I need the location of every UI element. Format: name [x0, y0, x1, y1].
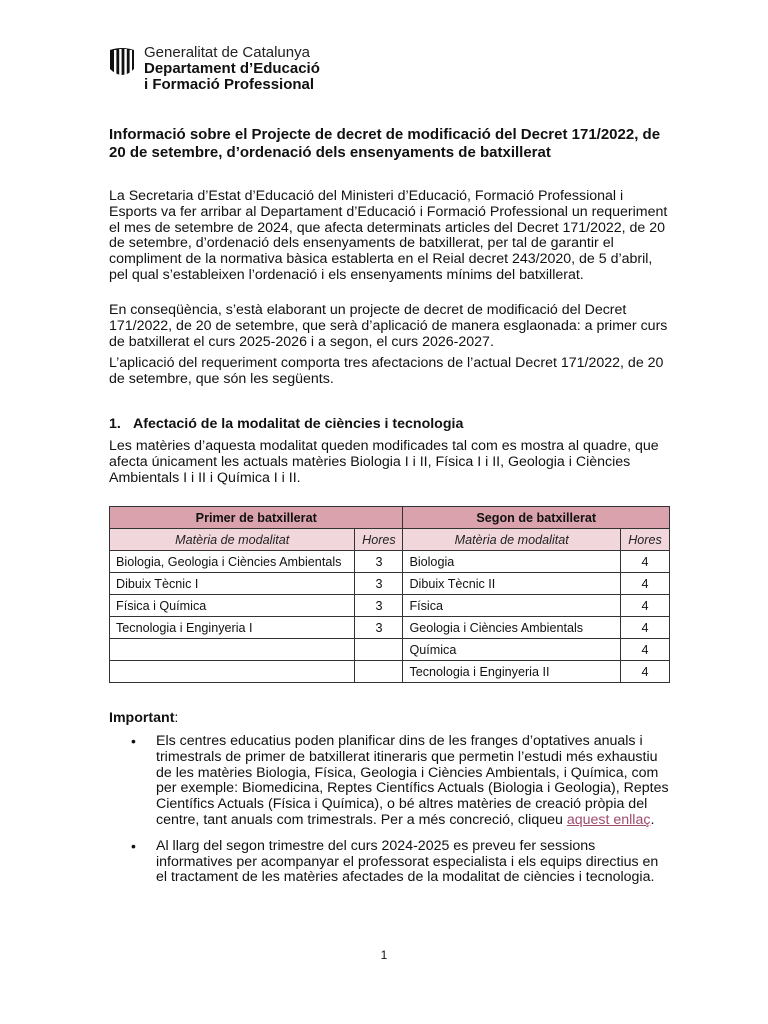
cell-subject-first: Biologia, Geologia i Ciències Ambientals: [110, 551, 355, 573]
header: [109, 45, 320, 93]
header-second-year: Segon de batxillerat: [403, 507, 670, 529]
cell-hours-first: [355, 661, 403, 683]
table-row: [110, 617, 670, 639]
cell-hours-first: [355, 639, 403, 661]
cell-hours-first: 3: [355, 595, 403, 617]
important-colon: :: [174, 710, 179, 726]
list-item-text: Al llarg del segon trimestre del curs 2024-2025 es preveu fer sessions informatives per acompanyar el professorat especialista i els equips directius en el tractament de les matèries afectades de la modalitat de ciències i tecnologia.: [156, 837, 659, 886]
page-number: 1: [380, 948, 388, 962]
cell-subject-first: Tecnologia i Enginyeria I: [110, 617, 355, 639]
table-row: [110, 551, 670, 573]
col-hours-second: Hores: [620, 529, 669, 551]
cell-hours-first: 3: [355, 573, 403, 595]
org-line-generalitat: Generalitat de Catalunya: [144, 44, 310, 61]
section-title: Afectació de la modalitat de ciències i tecnologia: [133, 416, 464, 432]
list-item: [109, 839, 669, 886]
organization-name: [144, 45, 320, 93]
cell-hours-second: 4: [620, 617, 669, 639]
paragraph-afectations: L’aplicació del requeriment comporta tres afectacions de l’actual Decret 171/2022, de 20 de setembre, que són les següents.: [109, 355, 664, 387]
table-group-header: [110, 507, 670, 529]
cell-subject-second: Dibuix Tècnic II: [403, 573, 621, 595]
section-heading: [109, 416, 463, 432]
table-row: [110, 573, 670, 595]
table-row: [110, 595, 670, 617]
cell-subject-first: Física i Química: [110, 595, 355, 617]
table-row: [110, 661, 670, 683]
document-title: Informació sobre el Projecte de decret de modificació del Decret 171/2022, de 20 de setembre, d’ordenació dels ensenyaments de batxillerat: [109, 126, 661, 161]
cell-hours-first: 3: [355, 551, 403, 573]
cell-hours-second: 4: [620, 551, 669, 573]
cell-hours-second: 4: [620, 573, 669, 595]
section-number: 1.: [109, 416, 121, 432]
cell-subject-second: Química: [403, 639, 621, 661]
cell-subject-first: [110, 639, 355, 661]
subjects-table: [109, 506, 670, 683]
list-item-end: .: [650, 811, 655, 828]
col-subject-second: Matèria de modalitat: [403, 529, 621, 551]
cell-hours-first: 3: [355, 617, 403, 639]
paragraph-context: La Secretaria d’Estat d’Educació del Ministeri d’Educació, Formació Professional i Esports va fer arribar al Departament d’Educació i Formació Professional un requeriment el mes de setembre de 2024, que afecta determinats articles del Decret 171/2022, de 20 de setembre, d’ordenació dels ensenyaments de batxillerat, per tal de garantir el compliment de la normativa bàsica establerta en el Reial decret 243/2020, de 5 d’abril, pel qual s’estableixen l’ordenació i els ensenyaments mínims del batxillerat.: [109, 188, 668, 283]
cell-subject-second: Tecnologia i Enginyeria II: [403, 661, 621, 683]
important-list: [109, 734, 669, 896]
table-row: [110, 639, 670, 661]
bullet-icon: •: [131, 733, 136, 749]
section-intro: Les matèries d’aquesta modalitat queden modificades tal com es mostra al quadre, que afecta únicament les actuals matèries Biologia I i II, Física I i II, Geologia i Ciències Ambientals I i II i Química I i II.: [109, 438, 659, 486]
table-column-header: [110, 529, 670, 551]
cell-subject-first: Dibuix Tècnic I: [110, 573, 355, 595]
important-label: [109, 710, 178, 726]
cell-hours-second: 4: [620, 595, 669, 617]
list-item: [109, 734, 669, 829]
important-label-text: Important: [109, 710, 175, 726]
org-line-department-cont: i Formació Professional: [144, 76, 315, 93]
cell-subject-first: [110, 661, 355, 683]
col-hours-first: Hores: [355, 529, 403, 551]
generalitat-stripes-icon: [109, 47, 135, 79]
more-info-link[interactable]: aquest enllaç: [566, 811, 651, 828]
org-line-department: Departament d’Educació: [144, 60, 320, 77]
list-item-text: Els centres educatius poden planificar dins de les franges d’optatives anuals i trimestrals de primer de batxillerat itineraris que permetin l’estudi més exhaustiu de les matèries Biologia, Física, Geologia i Ciències Ambientals, i Química, com per exemple: Biomedicina, Reptes Científics Actuals (Biologia i Geologia), Reptes Científics Actuals (Física i Química), o bé altres matèries de creació pròpia del centre, tant anuals com trimestrals. Per a més concreció, cliqueu: [156, 733, 669, 828]
cell-hours-second: 4: [620, 661, 669, 683]
bullet-icon: •: [131, 837, 136, 854]
cell-hours-second: 4: [620, 639, 669, 661]
header-first-year: Primer de batxillerat: [110, 507, 403, 529]
cell-subject-second: Geologia i Ciències Ambientals: [403, 617, 621, 639]
col-subject-first: Matèria de modalitat: [110, 529, 355, 551]
cell-subject-second: Física: [403, 595, 621, 617]
cell-subject-second: Biologia: [403, 551, 621, 573]
paragraph-consequence: En conseqüència, s’està elaborant un projecte de decret de modificació del Decret 171/2022, de 20 de setembre, que serà d’aplicació de manera esglaonada: a primer curs de batxillerat el curs 2025-2026 i a segon, el curs 2026-2027.: [109, 302, 668, 350]
